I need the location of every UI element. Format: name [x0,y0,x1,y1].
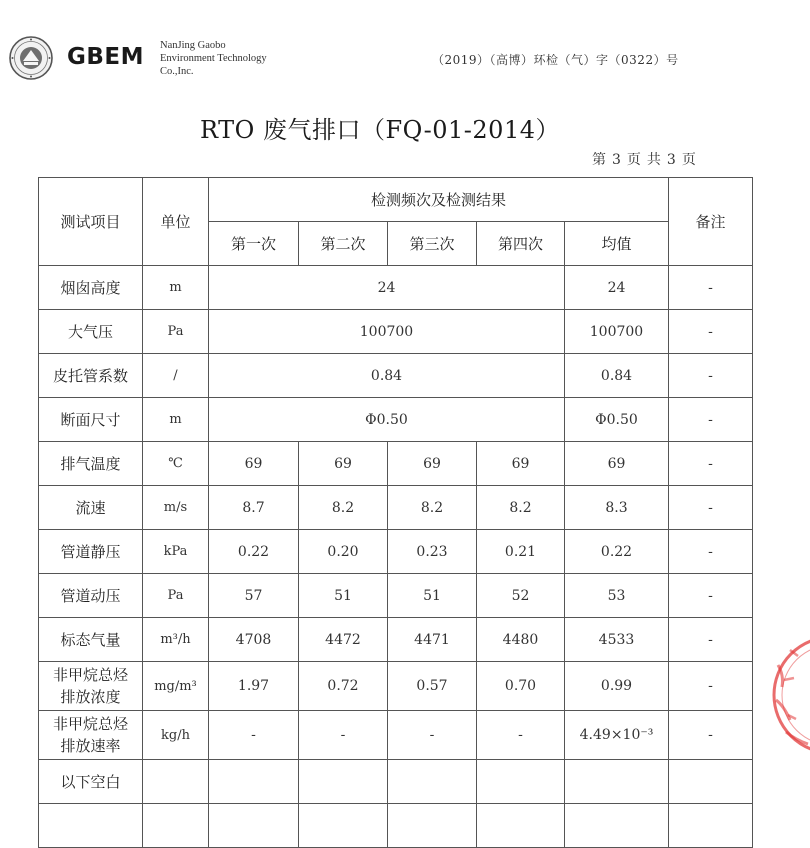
table-row [39,804,753,848]
row-item: 断面尺寸 [39,398,143,442]
row-run-value: - [299,711,388,760]
table-row [39,662,753,711]
row-item: 流速 [39,486,143,530]
table-row [39,574,753,618]
row-item [39,662,143,711]
row-unit: Pa [143,574,209,618]
row-run-value: 0.20 [299,530,388,574]
row-average: 53 [565,574,669,618]
row-item: 烟囱高度 [39,266,143,310]
table-row [39,310,753,354]
row-item-line: 非甲烷总烃 [52,666,128,684]
row-average: 24 [565,266,669,310]
empty-cell [669,804,753,848]
table-row [39,486,753,530]
row-run-value: 52 [477,574,565,618]
empty-cell [565,804,669,848]
row-remark: - [669,711,753,760]
table-row [39,398,753,442]
row-unit: kPa [143,530,209,574]
row-run-value: 4472 [299,618,388,662]
row-item: 大气压 [39,310,143,354]
company-logo-text: GBEM [67,44,145,70]
row-average: 100700 [565,310,669,354]
row-run-value: - [209,711,299,760]
header-average: 均值 [565,222,669,266]
company-name-line: Co.,Inc. [160,66,194,77]
row-average: 69 [565,442,669,486]
row-remark: - [669,398,753,442]
row-remark: - [669,662,753,711]
page-number-part: 页 [681,152,697,168]
row-unit: Pa [143,310,209,354]
row-run-value: 69 [299,442,388,486]
row-run-value: 8.2 [477,486,565,530]
table-row [39,530,753,574]
row-merged-value: 100700 [209,310,565,354]
row-run-value: 0.22 [209,530,299,574]
table-row [39,618,753,662]
page-number-part: 3 [666,152,677,168]
row-unit: m [143,266,209,310]
page-title: RTO 废气排口（FQ-01-2014） [199,116,560,144]
row-run-value: 0.57 [388,662,477,711]
row-run-value: 0.70 [477,662,565,711]
row-item: 管道静压 [39,530,143,574]
row-merged-value: Φ0.50 [209,398,565,442]
row-unit: mg/m³ [143,662,209,711]
row-unit: m³/h [143,618,209,662]
table-row [39,760,753,804]
row-average: 0.84 [565,354,669,398]
row-run-value: 0.72 [299,662,388,711]
page-number [592,149,697,169]
row-average: 8.3 [565,486,669,530]
row-run-value: 69 [388,442,477,486]
row-item: 排气温度 [39,442,143,486]
table-row [39,711,753,760]
row-item-line: 排放浓度 [60,688,121,706]
row-item-line: 排放速率 [60,737,121,755]
empty-cell [143,804,209,848]
row-run-value: 1.97 [209,662,299,711]
row-run-value: 69 [477,442,565,486]
company-name-line: NanJing Gaobo [160,40,226,51]
empty-cell [388,804,477,848]
row-run-value: 4708 [209,618,299,662]
row-merged-value: 24 [209,266,565,310]
row-run-value: 4480 [477,618,565,662]
row-unit: m [143,398,209,442]
empty-cell [388,760,477,804]
page-number-part: 3 [612,152,622,168]
row-item: 管道动压 [39,574,143,618]
header-run-4: 第四次 [477,222,565,266]
table-row [39,442,753,486]
row-unit: / [143,354,209,398]
page-number-part: 第 [592,152,607,168]
row-average: Φ0.50 [565,398,669,442]
header-run-3: 第三次 [388,222,477,266]
row-average: 4533 [565,618,669,662]
results-table [38,177,753,848]
report-number: （2019）（高博）环检（气）字（0322）号 [432,53,679,67]
empty-cell [299,804,388,848]
row-average: 0.22 [565,530,669,574]
row-run-value: 8.7 [209,486,299,530]
row-run-value: 51 [299,574,388,618]
row-run-value: 69 [209,442,299,486]
row-average: 0.99 [565,662,669,711]
row-average: 4.49×10⁻³ [565,711,669,760]
company-name-line: Environment Technology [160,53,267,64]
row-remark: - [669,486,753,530]
row-run-value: 51 [388,574,477,618]
row-run-value: 0.23 [388,530,477,574]
row-run-value: 0.21 [477,530,565,574]
header-unit: 单位 [143,178,209,266]
row-unit: m/s [143,486,209,530]
page-number-part: 共 [646,152,662,168]
row-remark: - [669,442,753,486]
row-item: 标态气量 [39,618,143,662]
row-remark: - [669,618,753,662]
row-merged-value: 0.84 [209,354,565,398]
company-seal-icon [9,36,53,80]
row-unit: ℃ [143,442,209,486]
table-row [39,354,753,398]
row-item [39,711,143,760]
header-results-group: 检测频次及检测结果 [209,178,669,222]
header-test-item: 测试项目 [39,178,143,266]
empty-cell [477,760,565,804]
empty-cell [669,760,753,804]
table-row [39,266,753,310]
empty-cell [209,804,299,848]
row-item-line: 非甲烷总烃 [52,715,128,733]
row-remark: - [669,574,753,618]
row-run-value: - [477,711,565,760]
empty-cell [477,804,565,848]
row-remark: - [669,266,753,310]
company-name [160,39,267,78]
row-run-value: - [388,711,477,760]
header-run-1: 第一次 [209,222,299,266]
blank-note: 以下空白 [39,760,143,804]
empty-cell [39,804,143,848]
row-run-value: 4471 [388,618,477,662]
row-run-value: 57 [209,574,299,618]
red-stamp-icon [760,620,810,770]
empty-cell [209,760,299,804]
row-remark: - [669,354,753,398]
row-unit: kg/h [143,711,209,760]
row-run-value: 8.2 [388,486,477,530]
header-run-2: 第二次 [299,222,388,266]
empty-cell [565,760,669,804]
page-number-part: 页 [626,152,642,168]
row-run-value: 8.2 [299,486,388,530]
row-remark: - [669,310,753,354]
header-remark: 备注 [669,178,753,266]
row-item: 皮托管系数 [39,354,143,398]
row-remark: - [669,530,753,574]
empty-cell [143,760,209,804]
empty-cell [299,760,388,804]
